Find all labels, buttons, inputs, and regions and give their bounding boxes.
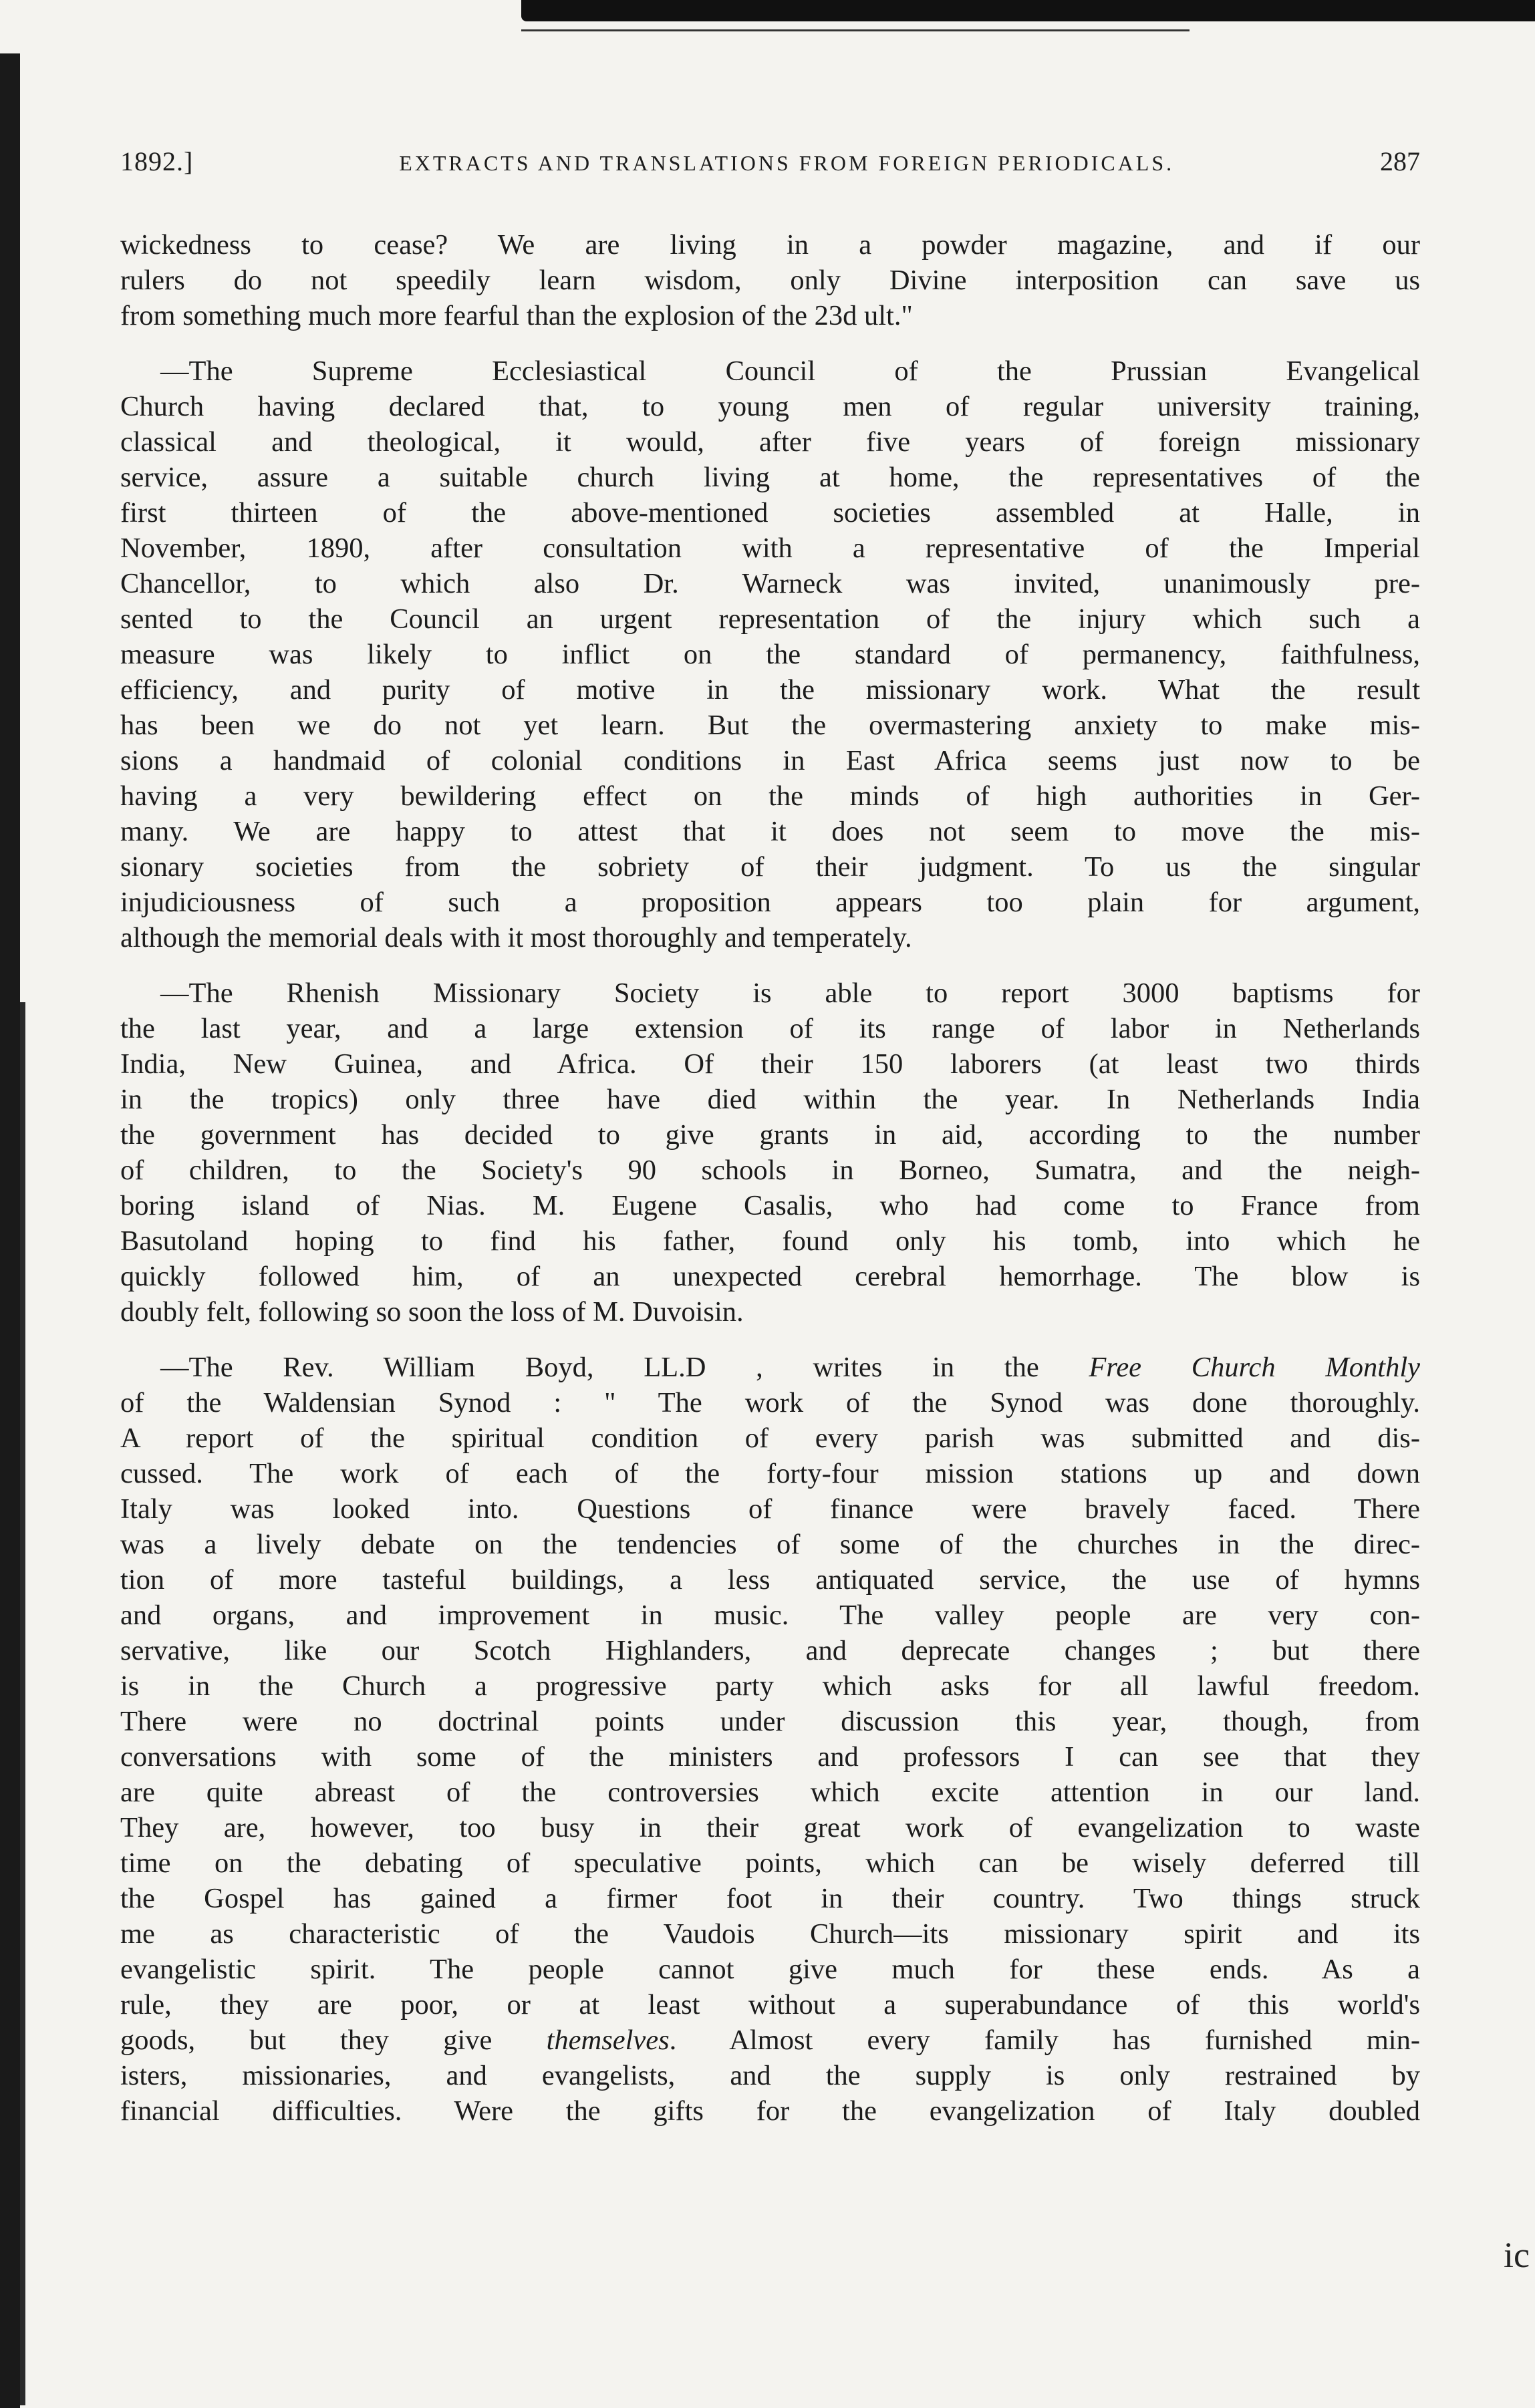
header-year: 1892.] xyxy=(120,146,194,176)
text-line: and organs, and improvement in music. The valley people are very con- xyxy=(120,1600,1420,1631)
text-line: boring island of Nias. M. Eugene Casalis, who had come to France from xyxy=(120,1190,1420,1221)
text-line: of the Waldensian Synod : " The work of the Synod was done thoroughly. xyxy=(120,1387,1420,1418)
text-line: rule, they are poor, or at least without a superabundance of this world's xyxy=(120,1989,1420,2020)
paragraph xyxy=(120,975,1420,1330)
text-line: was a lively debate on the tendencies of some of the churches in the direc- xyxy=(120,1529,1420,1560)
text-line: the last year, and a large extension of its range of labor in Netherlands xyxy=(120,1013,1420,1044)
text-line: is in the Church a progressive party which asks for all lawful freedom. xyxy=(120,1670,1420,1702)
article-body xyxy=(120,227,1420,2129)
text-line: Italy was looked into. Questions of finance were bravely faced. There xyxy=(120,1493,1420,1525)
paragraph xyxy=(120,353,1420,955)
scan-top-thin-rule xyxy=(521,29,1190,31)
scan-binding-shadow xyxy=(20,1002,25,2405)
text-line: in the tropics) only three have died within the year. In Netherlands India xyxy=(120,1084,1420,1115)
text-line: evangelistic spirit. The people cannot give much for these ends. As a xyxy=(120,1954,1420,1985)
text-line: —The Rhenish Missionary Society is able to report 3000 baptisms for xyxy=(160,977,1420,1009)
text-line: doubly felt, following so soon the loss of M. Duvoisin. xyxy=(120,1296,744,1328)
text-line: time on the debating of speculative points, which can be wisely deferred till xyxy=(120,1847,1420,1879)
text-line: the Gospel has gained a firmer foot in their country. Two things struck xyxy=(120,1883,1420,1914)
text-line: service, assure a suitable church living at home, the representatives of the xyxy=(120,462,1420,493)
text-line: A report of the spiritual condition of every parish was submitted and dis- xyxy=(120,1422,1420,1454)
text-line: sented to the Council an urgent representation of the injury which such a xyxy=(120,603,1420,635)
text-line: having a very bewildering effect on the minds of high authorities in Ger- xyxy=(120,780,1420,812)
running-head xyxy=(120,146,1420,186)
scan-binding-edge xyxy=(0,53,20,2408)
text-line: although the memorial deals with it most thoroughly and temperately. xyxy=(120,922,912,953)
text-line: has been we do not yet learn. But the overmastering anxiety to make mis- xyxy=(120,710,1420,741)
text-line: measure was likely to inflict on the standard of permanency, faithfulness, xyxy=(120,639,1420,670)
text-line: of children, to the Society's 90 schools in Borneo, Sumatra, and the neigh- xyxy=(120,1155,1420,1186)
text-line: financial difficulties. Were the gifts for the evangelization of Italy doubled xyxy=(120,2095,1420,2127)
text-line: the government has decided to give grants in aid, according to the number xyxy=(120,1119,1420,1151)
paragraph xyxy=(120,1350,1420,2129)
text-line: —The Supreme Ecclesiastical Council of the Prussian Evangelical xyxy=(160,355,1420,387)
page-number: 287 xyxy=(1380,146,1420,176)
paragraph xyxy=(120,227,1420,333)
text-line: wickedness to cease? We are living in a powder magazine, and if our xyxy=(120,229,1420,261)
text-line: efficiency, and purity of motive in the missionary work. What the result xyxy=(120,674,1420,706)
text-line: cussed. The work of each of the forty-four mission stations up and down xyxy=(120,1458,1420,1489)
margin-mark: ic xyxy=(1504,2235,1530,2275)
text-line: many. We are happy to attest that it does not seem to move the mis- xyxy=(120,816,1420,847)
text-line: sionary societies from the sobriety of their judgment. To us the singular xyxy=(120,851,1420,883)
text-line: are quite abreast of the controversies which excite attention in our land. xyxy=(120,1777,1420,1808)
text-line: from something much more fearful than the explosion of the 23d ult." xyxy=(120,300,913,331)
text-line: quickly followed him, of an unexpected cerebral hemorrhage. The blow is xyxy=(120,1261,1420,1292)
text-line: injudiciousness of such a proposition appears too plain for argument, xyxy=(120,887,1420,918)
text-line: servative, like our Scotch Highlanders, and deprecate changes ; but there xyxy=(120,1635,1420,1666)
text-line: Church having declared that, to young men of regular university training, xyxy=(120,391,1420,422)
text-line: India, New Guinea, and Africa. Of their 150 laborers (at least two thirds xyxy=(120,1048,1420,1080)
text-line: They are, however, too busy in their great work of evangelization to waste xyxy=(120,1812,1420,1843)
text-line: Basutoland hoping to find his father, found only his tomb, into which he xyxy=(120,1225,1420,1257)
text-line: —The Rev. William Boyd, LL.D , writes in the Free Church Monthly xyxy=(160,1352,1420,1383)
text-line: rulers do not speedily learn wisdom, only Divine interposition can save us xyxy=(120,265,1420,296)
text-line: sions a handmaid of colonial conditions in East Africa seems just now to be xyxy=(120,745,1420,776)
text-line: conversations with some of the ministers and professors I can see that they xyxy=(120,1741,1420,1773)
text-line: me as characteristic of the Vaudois Church—its missionary spirit and its xyxy=(120,1918,1420,1950)
header-title: EXTRACTS AND TRANSLATIONS FROM FOREIGN PERIODICALS. xyxy=(399,151,1175,175)
scan-top-rule xyxy=(521,0,1535,21)
text-line: November, 1890, after consultation with a representative of the Imperial xyxy=(120,533,1420,564)
text-line: There were no doctrinal points under discussion this year, though, from xyxy=(120,1706,1420,1737)
text-line: Chancellor, to which also Dr. Warneck was invited, unanimously pre- xyxy=(120,568,1420,599)
text-line: classical and theological, it would, after five years of foreign missionary xyxy=(120,426,1420,458)
text-line: tion of more tasteful buildings, a less antiquated service, the use of hymns xyxy=(120,1564,1420,1596)
text-line: isters, missionaries, and evangelists, and the supply is only restrained by xyxy=(120,2060,1420,2091)
text-line: first thirteen of the above-mentioned societies assembled at Halle, in xyxy=(120,497,1420,529)
text-line: goods, but they give themselves. Almost every family has furnished min- xyxy=(120,2024,1420,2056)
